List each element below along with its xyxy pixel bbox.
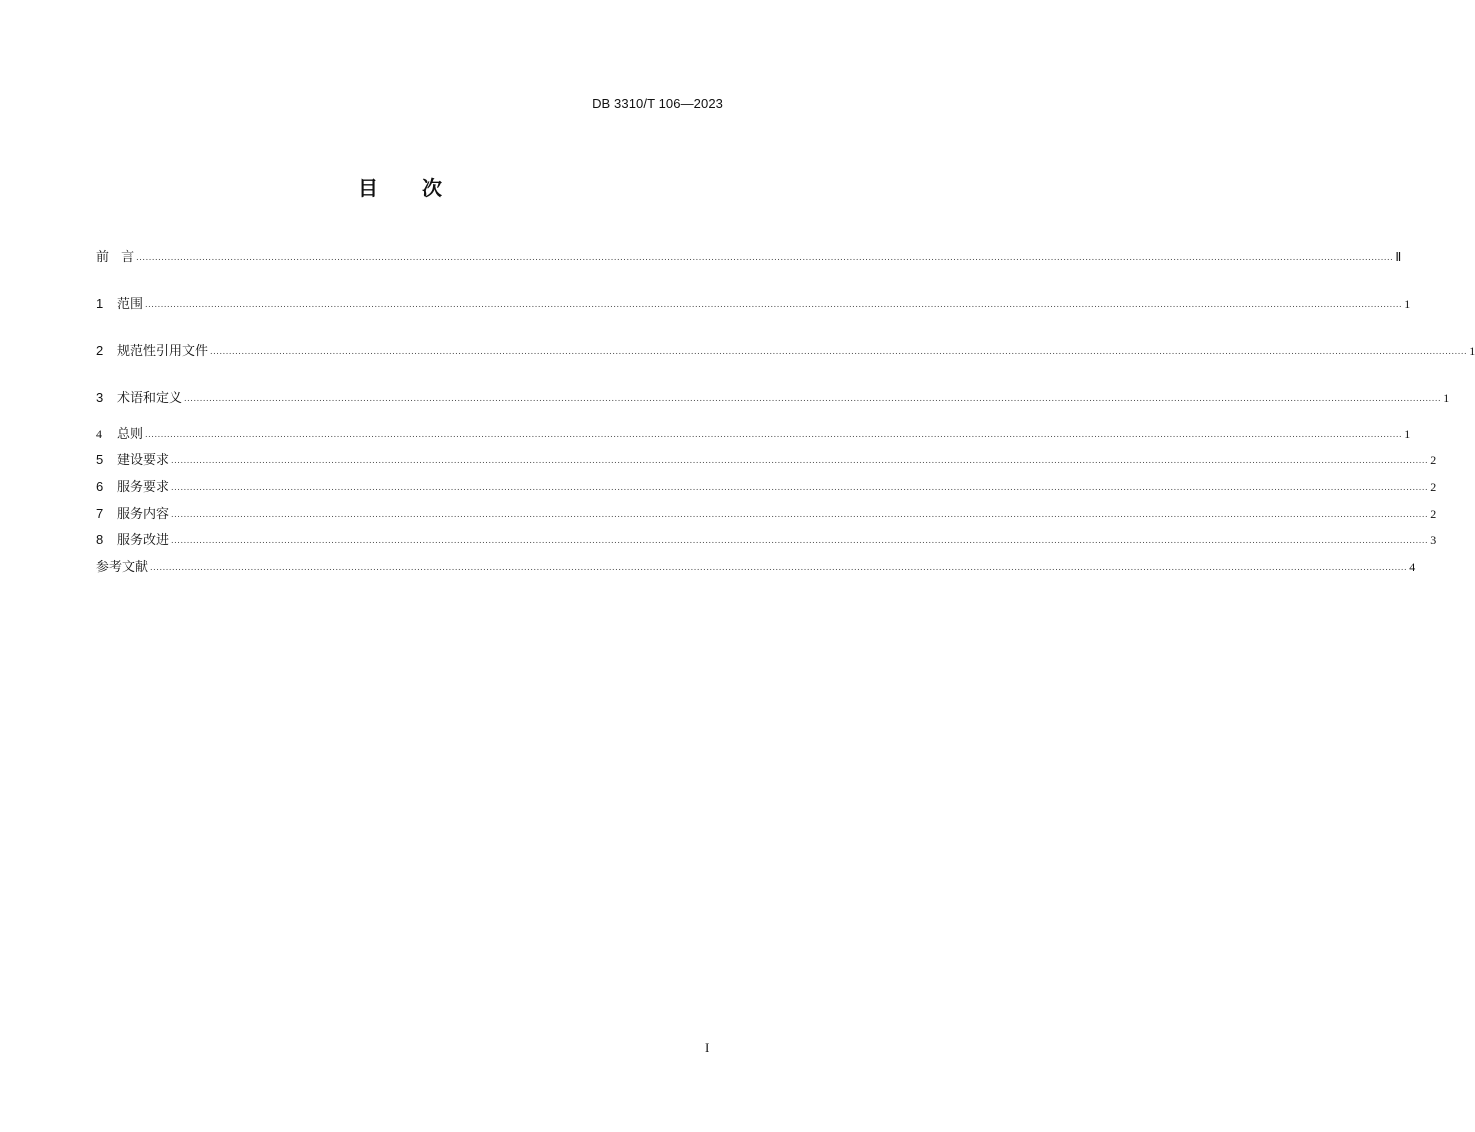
toc-entry-label: 服务内容: [117, 507, 170, 522]
toc-entry-number: 8: [96, 532, 104, 547]
toc-entry-label: 总则: [117, 427, 144, 442]
toc-leader-dots: ................................................................................................................................................................................................................................................................................................................................................................................................................: [184, 394, 1442, 403]
toc-entry-label: 前 言: [96, 250, 135, 265]
toc-entry-number: 5: [96, 452, 104, 467]
toc-leader-dots: ................................................................................................................................................................................................................................................................................................................................................................................................................: [171, 483, 1429, 492]
toc-entry-label: 服务改进: [117, 533, 170, 548]
toc-entry-label: 规范性引用文件: [117, 344, 209, 359]
toc-entry-number: 1: [96, 296, 104, 311]
document-code: DB 3310/T 106—2023: [592, 96, 723, 111]
toc-entry-foreword[interactable]: [96, 249, 1402, 265]
toc-leader-dots: ................................................................................................................................................................................................................................................................................................................................................................................................................: [171, 510, 1429, 519]
toc-title: [0, 172, 800, 201]
toc-entry-service-improvement[interactable]: [96, 532, 1437, 548]
toc-entry-service-requirements[interactable]: [96, 479, 1437, 495]
toc-entry-construction[interactable]: [96, 452, 1437, 468]
toc-leader-dots: ................................................................................................................................................................................................................................................................................................................................................................................................................: [145, 300, 1403, 309]
toc-entry-page: Ⅱ: [1395, 250, 1402, 264]
toc-entry-number: 6: [96, 479, 104, 494]
toc-entry-scope[interactable]: [96, 296, 1411, 312]
toc-leader-dots: ................................................................................................................................................................................................................................................................................................................................................................................................................: [210, 347, 1468, 356]
toc-leader-dots: ................................................................................................................................................................................................................................................................................................................................................................................................................: [171, 456, 1429, 465]
toc-entry-page: 1: [1443, 391, 1450, 405]
toc-entry-bibliography[interactable]: [96, 559, 1416, 575]
toc-entry-normative-references[interactable]: [96, 343, 1475, 359]
toc-entry-page: 1: [1404, 427, 1411, 441]
toc-leader-dots: ................................................................................................................................................................................................................................................................................................................................................................................................................: [150, 563, 1408, 572]
toc-entry-page: 2: [1430, 480, 1437, 494]
toc-entry-page: 1: [1404, 297, 1411, 311]
toc-entry-page: 2: [1430, 507, 1437, 521]
toc-entry-page: 4: [1409, 560, 1416, 574]
page-number: I: [705, 1040, 710, 1055]
toc-title-part: 目: [358, 176, 378, 200]
toc-leader-dots: ................................................................................................................................................................................................................................................................................................................................................................................................................: [145, 430, 1403, 439]
toc-entry-label: 范围: [117, 297, 144, 312]
toc-entry-label: 参考文献: [96, 560, 149, 575]
toc-entry-label: 术语和定义: [117, 391, 183, 406]
toc-entry-terms-definitions[interactable]: [96, 390, 1450, 406]
toc-entry-label: 服务要求: [117, 480, 170, 495]
toc-entry-number: 2: [96, 343, 104, 358]
toc-title-part: 次: [422, 176, 442, 200]
toc-entry-label: 建设要求: [117, 453, 170, 468]
toc-entry-number: 4: [96, 427, 102, 441]
toc-leader-dots: ................................................................................................................................................................................................................................................................................................................................................................................................................: [171, 536, 1429, 545]
toc-entry-number: 3: [96, 390, 104, 405]
toc-leader-dots: ................................................................................................................................................................................................................................................................................................................................................................................................................: [136, 253, 1394, 262]
toc-entry-page: 2: [1430, 453, 1437, 467]
toc-entry-page: 3: [1430, 533, 1437, 547]
toc-entry-number: 7: [96, 506, 104, 521]
toc-entry-general[interactable]: [96, 426, 1411, 442]
toc-entry-page: 1: [1469, 344, 1475, 358]
toc-entry-service-content[interactable]: [96, 506, 1437, 522]
